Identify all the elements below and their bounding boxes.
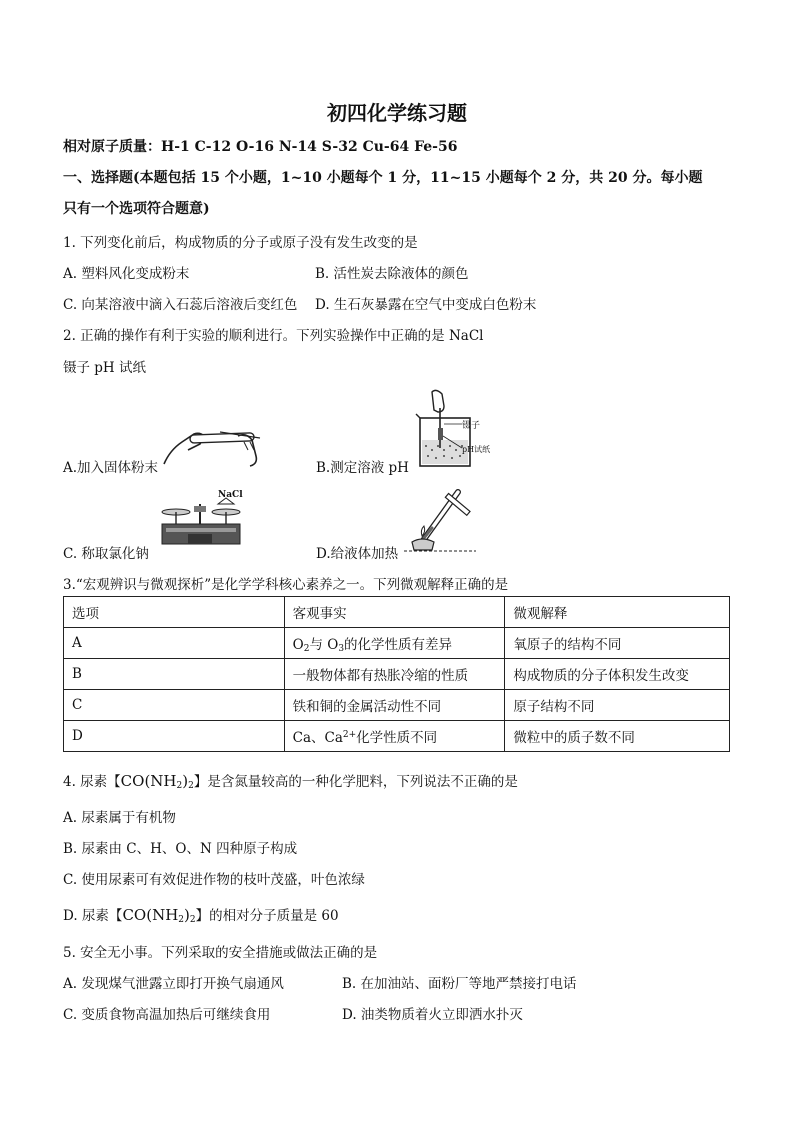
table-row xyxy=(64,690,730,721)
table-header-cell: 微观解释 xyxy=(505,597,730,628)
q2-stem-line2: 镊子 pH 试纸 xyxy=(63,360,146,376)
q4-option-d: D. 尿素【$CO(NH_2)_2$】的相对分子质量是 60 xyxy=(63,906,339,925)
table-row xyxy=(64,659,730,690)
q4-option-b: B. 尿素由 C、H、O、N 四种原子构成 xyxy=(63,841,298,857)
q5-option-c: C. 变质食物高温加热后可继续食用 xyxy=(63,1007,271,1023)
heating-liquid-figure xyxy=(404,486,480,554)
q5-option-a: A. 发现煤气泄露立即打开换气扇通风 xyxy=(63,976,284,992)
table-row xyxy=(64,628,730,659)
q2-option-d: D.给液体加热 xyxy=(316,546,399,562)
table-cell-fact: 铁和铜的金属活动性不同 xyxy=(284,690,505,721)
balance-figure xyxy=(158,494,244,552)
table-cell-fact: 一般物体都有热胀冷缩的性质 xyxy=(284,659,505,690)
q5-option-b: B. 在加油站、面粉厂等地严禁接打电话 xyxy=(342,976,577,992)
q4-option-c: C. 使用尿素可有效促进作物的枝叶茂盛，叶色浓绿 xyxy=(63,872,365,888)
table-cell-explanation: 构成物质的分子体积发生改变 xyxy=(505,659,730,690)
table-cell-explanation: 原子结构不同 xyxy=(505,690,730,721)
section-heading-line2: 只有一个选项符合题意) xyxy=(63,201,210,217)
section-heading-line1: 一、选择题(本题包括 15 个小题，1~10 小题每个 1 分，11~15 小题每个 2 分，共 20 分。每小题 xyxy=(63,170,703,186)
q1-option-d: D. 生石灰暴露在空气中变成白色粉末 xyxy=(315,297,537,313)
nacl-label: NaCl xyxy=(218,490,243,500)
table-cell-option: A xyxy=(64,628,285,659)
q2-stem: 2. 正确的操作有利于实验的顺利进行。下列实验操作中正确的是 NaCl xyxy=(63,328,484,344)
q1-stem: 1. 下列变化前后，构成物质的分子或原子没有发生改变的是 xyxy=(63,235,418,251)
table-cell-option: C xyxy=(64,690,285,721)
table-header-cell: 客观事实 xyxy=(284,597,505,628)
add-powder-figure xyxy=(160,420,268,470)
table-cell-explanation: 微粒中的质子数不同 xyxy=(505,721,730,752)
table-cell-fact: Ca、$Ca^{2+}$化学性质不同 xyxy=(284,721,505,752)
q2-option-b: B.测定溶液 pH xyxy=(316,460,409,476)
q1-option-c: C. 向某溶液中滴入石蕊后溶液后变红色 xyxy=(63,297,298,313)
q3-stem: 3.“宏观辨识与微观探析”是化学学科核心素养之一。下列微观解释正确的是 xyxy=(63,577,509,593)
q4-stem: 4. 尿素【$CO(NH_2)_2$】是含氮量较高的一种化学肥料，下列说法不正确的是 xyxy=(63,772,518,791)
table-header-cell: 选项 xyxy=(64,597,285,628)
q2-option-c: C. 称取氯化钠 xyxy=(63,546,149,562)
table-row xyxy=(64,721,730,752)
q5-option-d: D. 油类物质着火立即洒水扑灭 xyxy=(342,1007,523,1023)
table-header-row xyxy=(64,597,730,628)
tweezers-label: 镊子 xyxy=(462,421,481,431)
atomic-masses: 相对原子质量：H-1 C-12 O-16 N-14 S-32 Cu-64 Fe-56 xyxy=(63,139,458,155)
q3-table xyxy=(63,596,730,752)
q4-option-a: A. 尿素属于有机物 xyxy=(63,810,176,826)
q5-stem: 5. 安全无小事。下列采取的安全措施或做法正确的是 xyxy=(63,945,378,961)
q1-option-a: A. 塑料风化变成粉末 xyxy=(63,266,190,282)
page-title: 初四化学练习题 xyxy=(327,101,467,125)
ph-test-figure xyxy=(410,388,502,472)
ph-paper-label: pH试纸 xyxy=(462,445,491,454)
q2-option-a: A.加入固体粉末 xyxy=(63,460,159,476)
q1-option-b: B. 活性炭去除液体的颜色 xyxy=(315,266,469,282)
table-cell-option: B xyxy=(64,659,285,690)
table-cell-option: D xyxy=(64,721,285,752)
table-cell-fact: $O_2$与 $O_3$的化学性质有差异 xyxy=(284,628,505,659)
table-cell-explanation: 氧原子的结构不同 xyxy=(505,628,730,659)
